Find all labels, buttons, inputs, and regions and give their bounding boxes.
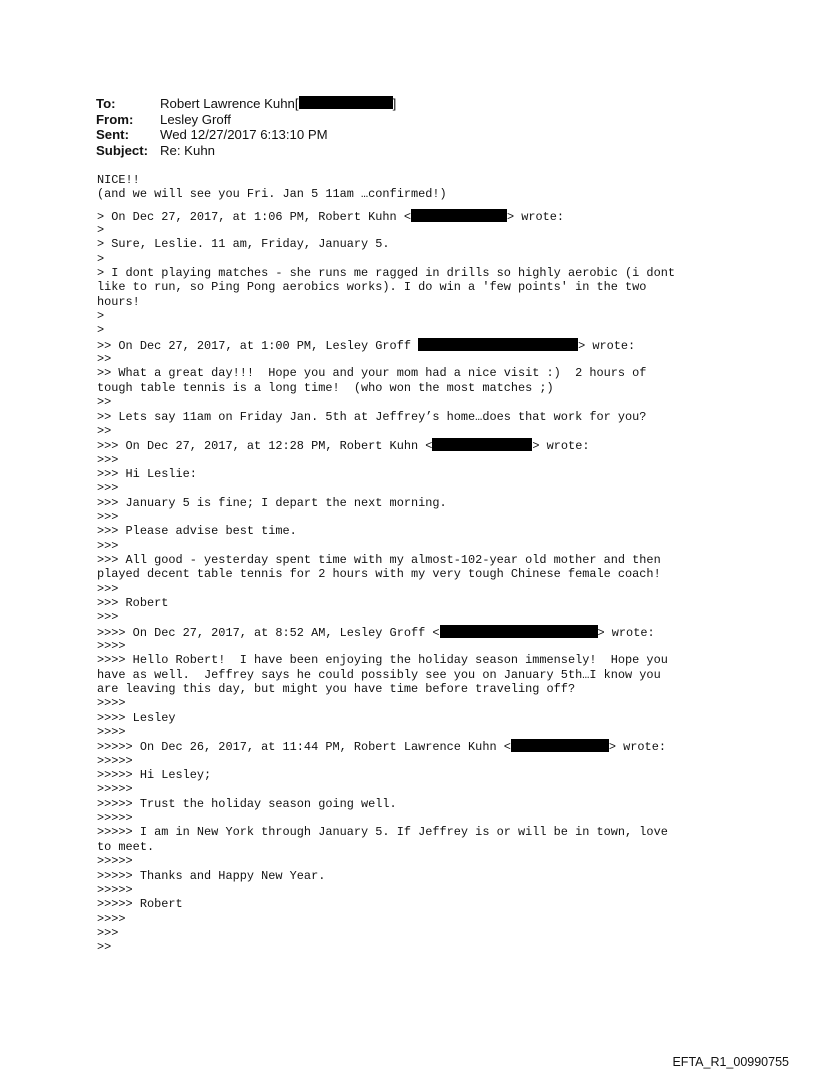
- body-line: [97, 381, 675, 395]
- redaction-block: [440, 625, 598, 638]
- body-line-text: >>>> Hello Robert! I have been enjoying the holiday season immensely! Hope you: [97, 653, 668, 668]
- body-line: [97, 668, 675, 682]
- body-line: [97, 653, 675, 667]
- body-line-suffix: > wrote:: [506, 209, 565, 224]
- body-line: [97, 280, 675, 294]
- body-line: [97, 682, 675, 696]
- subject-row: [96, 143, 396, 159]
- body-line: [97, 209, 675, 223]
- body-line-text: >>>: [97, 581, 119, 596]
- body-line-text: >>: [97, 940, 112, 955]
- redaction-block: [418, 338, 578, 351]
- body-line: [97, 582, 675, 596]
- body-line: [97, 266, 675, 280]
- body-line: [97, 883, 675, 897]
- body-line-text: >>>>>: [97, 854, 133, 869]
- body-line-text: > I dont playing matches - she runs me ragged in drills so highly aerobic (i dont: [97, 266, 675, 281]
- subject-value: Re: Kuhn: [160, 142, 215, 158]
- email-header: [96, 96, 396, 158]
- body-line: [97, 625, 675, 639]
- body-line-text: >>: [97, 423, 112, 438]
- to-close-bracket: ]: [392, 96, 397, 111]
- body-line-text: >>>: [97, 481, 119, 496]
- from-row: [96, 112, 396, 128]
- document-id: EFTA_R1_00990755: [672, 1055, 789, 1069]
- body-line-text: have as well. Jeffrey says he could possibly see you on January 5th…I know you: [97, 667, 661, 682]
- body-line-suffix: > wrote:: [532, 439, 590, 454]
- sent-row: [96, 127, 396, 143]
- body-line-text: >>>>: [97, 911, 126, 926]
- body-line: [97, 782, 675, 796]
- body-line: [97, 410, 675, 424]
- body-line-suffix: > wrote:: [608, 740, 666, 755]
- body-line-text: tough table tennis is a long time! (who won the most matches ;): [97, 380, 554, 395]
- body-line-text: >: [97, 309, 105, 324]
- sent-label: Sent:: [96, 127, 129, 142]
- body-line-text: >>>>> I am in New York through January 5. If Jeffrey is or will be in town, love: [97, 825, 668, 840]
- email-body: [97, 173, 675, 955]
- body-line-text: >>> January 5 is fine; I depart the next morning.: [97, 495, 447, 510]
- body-line: [97, 309, 675, 323]
- paragraph-gap: [97, 202, 675, 209]
- body-line-text: > Sure, Leslie. 11 am, Friday, January 5.: [97, 237, 390, 252]
- body-line-text: >>: [97, 352, 112, 367]
- body-line: [97, 897, 675, 911]
- body-line: [97, 173, 675, 187]
- body-line: [97, 825, 675, 839]
- sent-value: Wed 12/27/2017 6:13:10 PM: [160, 127, 328, 142]
- from-label: From:: [96, 111, 134, 127]
- body-line-text: >>>> On Dec 27, 2017, at 8:52 AM, Lesley Groff <: [97, 625, 440, 640]
- body-line: [97, 338, 675, 352]
- body-line-text: >>> Hi Leslie:: [97, 466, 197, 481]
- body-line: [97, 323, 675, 337]
- to-label: To:: [96, 96, 116, 111]
- body-line: [97, 754, 675, 768]
- body-line-text: >> Lets say 11am on Friday Jan. 5th at Jeffrey’s home…does that work for you?: [97, 409, 647, 424]
- body-line: [97, 510, 675, 524]
- body-line: [97, 481, 675, 495]
- body-line: [97, 926, 675, 940]
- body-line-text: >>>: [97, 509, 119, 524]
- body-line-text: to meet.: [97, 839, 155, 854]
- body-line-text: >>>>>: [97, 753, 133, 768]
- body-line: [97, 854, 675, 868]
- body-line-text: >>> All good - yesterday spent time with my almost-102-year old mother and then: [97, 552, 661, 567]
- body-line-text: >>>: [97, 538, 119, 553]
- body-line-text: >>>>>: [97, 811, 133, 826]
- body-line-text: NICE!!: [97, 173, 140, 187]
- body-line: [97, 869, 675, 883]
- body-line-text: >: [97, 223, 105, 238]
- body-line-text: >>>> Lesley: [97, 710, 176, 725]
- body-line: [97, 395, 675, 409]
- from-value: Lesley Groff: [160, 111, 231, 127]
- body-line-text: >> What a great day!!! Hope you and your mom had a nice visit :) 2 hours of: [97, 366, 647, 381]
- to-value: Robert Lawrence Kuhn[: [160, 96, 299, 111]
- body-line: [97, 539, 675, 553]
- body-line: [97, 187, 675, 201]
- body-line: [97, 467, 675, 481]
- subject-label: Subject:: [96, 142, 149, 158]
- body-line: [97, 252, 675, 266]
- body-line-text: >>>>>: [97, 782, 133, 797]
- body-line-text: >>>>> Robert: [97, 897, 183, 912]
- body-line: [97, 295, 675, 309]
- body-line-text: >>> Robert: [97, 595, 169, 610]
- body-line-text: >>>: [97, 925, 119, 940]
- body-line: [97, 739, 675, 753]
- body-line: [97, 940, 675, 954]
- body-line: [97, 696, 675, 710]
- body-line: [97, 797, 675, 811]
- body-line-text: >: [97, 323, 105, 338]
- body-line-text: >>>>> Hi Lesley;: [97, 768, 212, 783]
- body-line: [97, 424, 675, 438]
- body-line: [97, 711, 675, 725]
- redaction-block: [299, 96, 393, 109]
- to-row: [96, 96, 396, 112]
- body-line-text: are leaving this day, but might you have time before traveling off?: [97, 682, 576, 697]
- body-line-text: >>>>: [97, 639, 126, 653]
- body-line-text: like to run, so Ping Pong aerobics works). I do win a 'few points' in the two: [97, 280, 647, 295]
- body-line-text: >>>>> On Dec 26, 2017, at 11:44 PM, Robert Lawrence Kuhn <: [97, 740, 511, 755]
- body-line-text: >>>>> Trust the holiday season going well.: [97, 796, 397, 811]
- body-line: [97, 223, 675, 237]
- body-line-text: >>>: [97, 610, 119, 625]
- body-line-suffix: > wrote:: [578, 338, 636, 353]
- body-line: [97, 811, 675, 825]
- body-line-text: >>: [97, 395, 112, 410]
- body-line-text: >>>>: [97, 725, 126, 740]
- body-line-text: >>>>: [97, 696, 126, 711]
- body-line-text: (and we will see you Fri. Jan 5 11am …confirmed!): [97, 187, 447, 202]
- body-line: [97, 610, 675, 624]
- body-line: [97, 639, 675, 653]
- redaction-block: [511, 739, 609, 752]
- body-line: [97, 352, 675, 366]
- body-line: [97, 524, 675, 538]
- body-line: [97, 725, 675, 739]
- body-line-text: >> On Dec 27, 2017, at 1:00 PM, Lesley Groff: [97, 338, 419, 353]
- body-line-text: hours!: [97, 294, 140, 309]
- body-line-text: played decent table tennis for 2 hours with my very tough Chinese female coach!: [97, 567, 661, 582]
- body-line-suffix: > wrote:: [597, 625, 655, 640]
- body-line: [97, 453, 675, 467]
- redaction-block: [432, 438, 532, 451]
- redaction-block: [411, 209, 507, 222]
- body-line-text: >>>>>: [97, 882, 133, 897]
- body-line: [97, 567, 675, 581]
- body-line: [97, 912, 675, 926]
- body-line-text: >>>>> Thanks and Happy New Year.: [97, 868, 326, 883]
- body-line: [97, 366, 675, 380]
- body-line: [97, 768, 675, 782]
- body-line: [97, 596, 675, 610]
- body-line: [97, 438, 675, 452]
- body-line: [97, 553, 675, 567]
- body-line: [97, 237, 675, 251]
- body-line-text: >: [97, 251, 105, 266]
- body-line-text: >>>: [97, 452, 119, 467]
- body-line-text: >>> Please advise best time.: [97, 524, 297, 539]
- body-line: [97, 840, 675, 854]
- body-line-text: >>> On Dec 27, 2017, at 12:28 PM, Robert Kuhn <: [97, 439, 433, 454]
- body-line: [97, 496, 675, 510]
- body-line-text: > On Dec 27, 2017, at 1:06 PM, Robert Kuhn <: [97, 209, 411, 224]
